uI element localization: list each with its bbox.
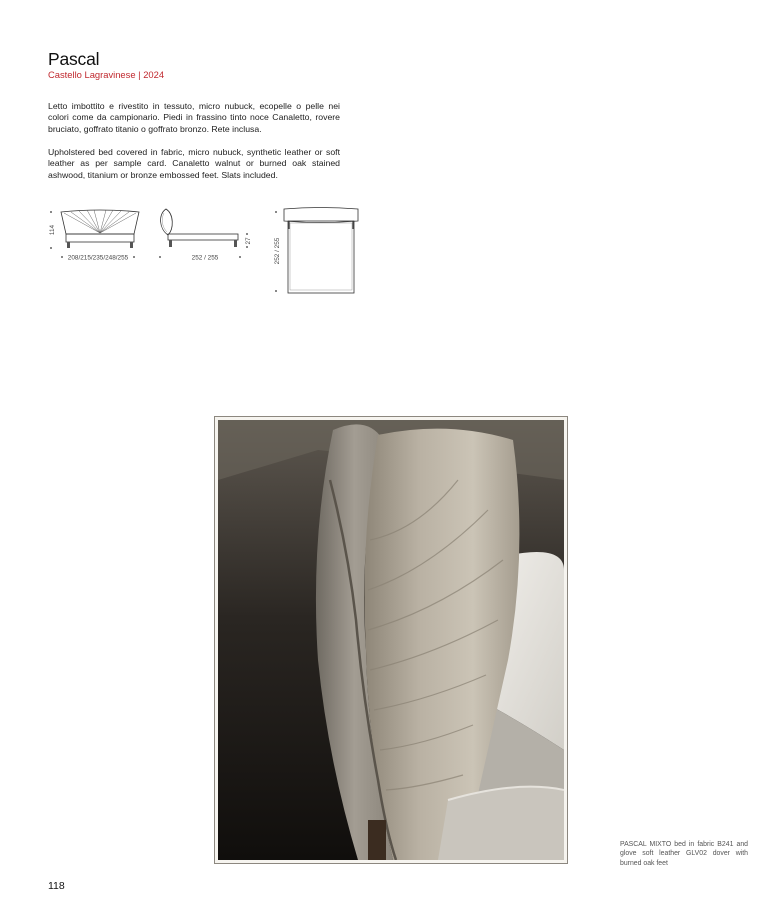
side-view-diagram bbox=[150, 205, 255, 267]
page-number: 118 bbox=[48, 880, 65, 892]
side-length-label: 252 / 255 bbox=[191, 254, 219, 262]
designer-year: Castello Lagravinese | 2024 bbox=[48, 69, 165, 80]
product-photo bbox=[214, 416, 568, 864]
front-height-label: 114 bbox=[49, 224, 56, 236]
top-view-diagram bbox=[268, 203, 368, 299]
side-height-label: 27 bbox=[245, 237, 252, 245]
bed-photo-illustration bbox=[218, 420, 564, 860]
top-length-label: 252 / 255 bbox=[274, 237, 281, 265]
description-italian: Letto imbottito e rivestito in tessuto, micro nubuck, ecopelle o pelle nei colori come da campionario. Piedi in frassino tinto noce Canaletto, rovere bruciato, goffrato titanio o goffrato bronzo. Rete inclusa. bbox=[48, 101, 340, 134]
front-view-diagram bbox=[44, 205, 144, 267]
product-title: Pascal bbox=[48, 49, 100, 69]
photo-caption: PASCAL MIXTO bed in fabric B241 and glove soft leather GLV02 dover with burned oak feet bbox=[620, 841, 748, 867]
front-width-label: 208/215/235/248/255 bbox=[67, 254, 129, 262]
description-english: Upholstered bed covered in fabric, micro nubuck, synthetic leather or soft leather as per sample card. Canaletto walnut or burned oak stained ashwood, titanium or bronze embossed feet. Slats included. bbox=[48, 147, 340, 180]
